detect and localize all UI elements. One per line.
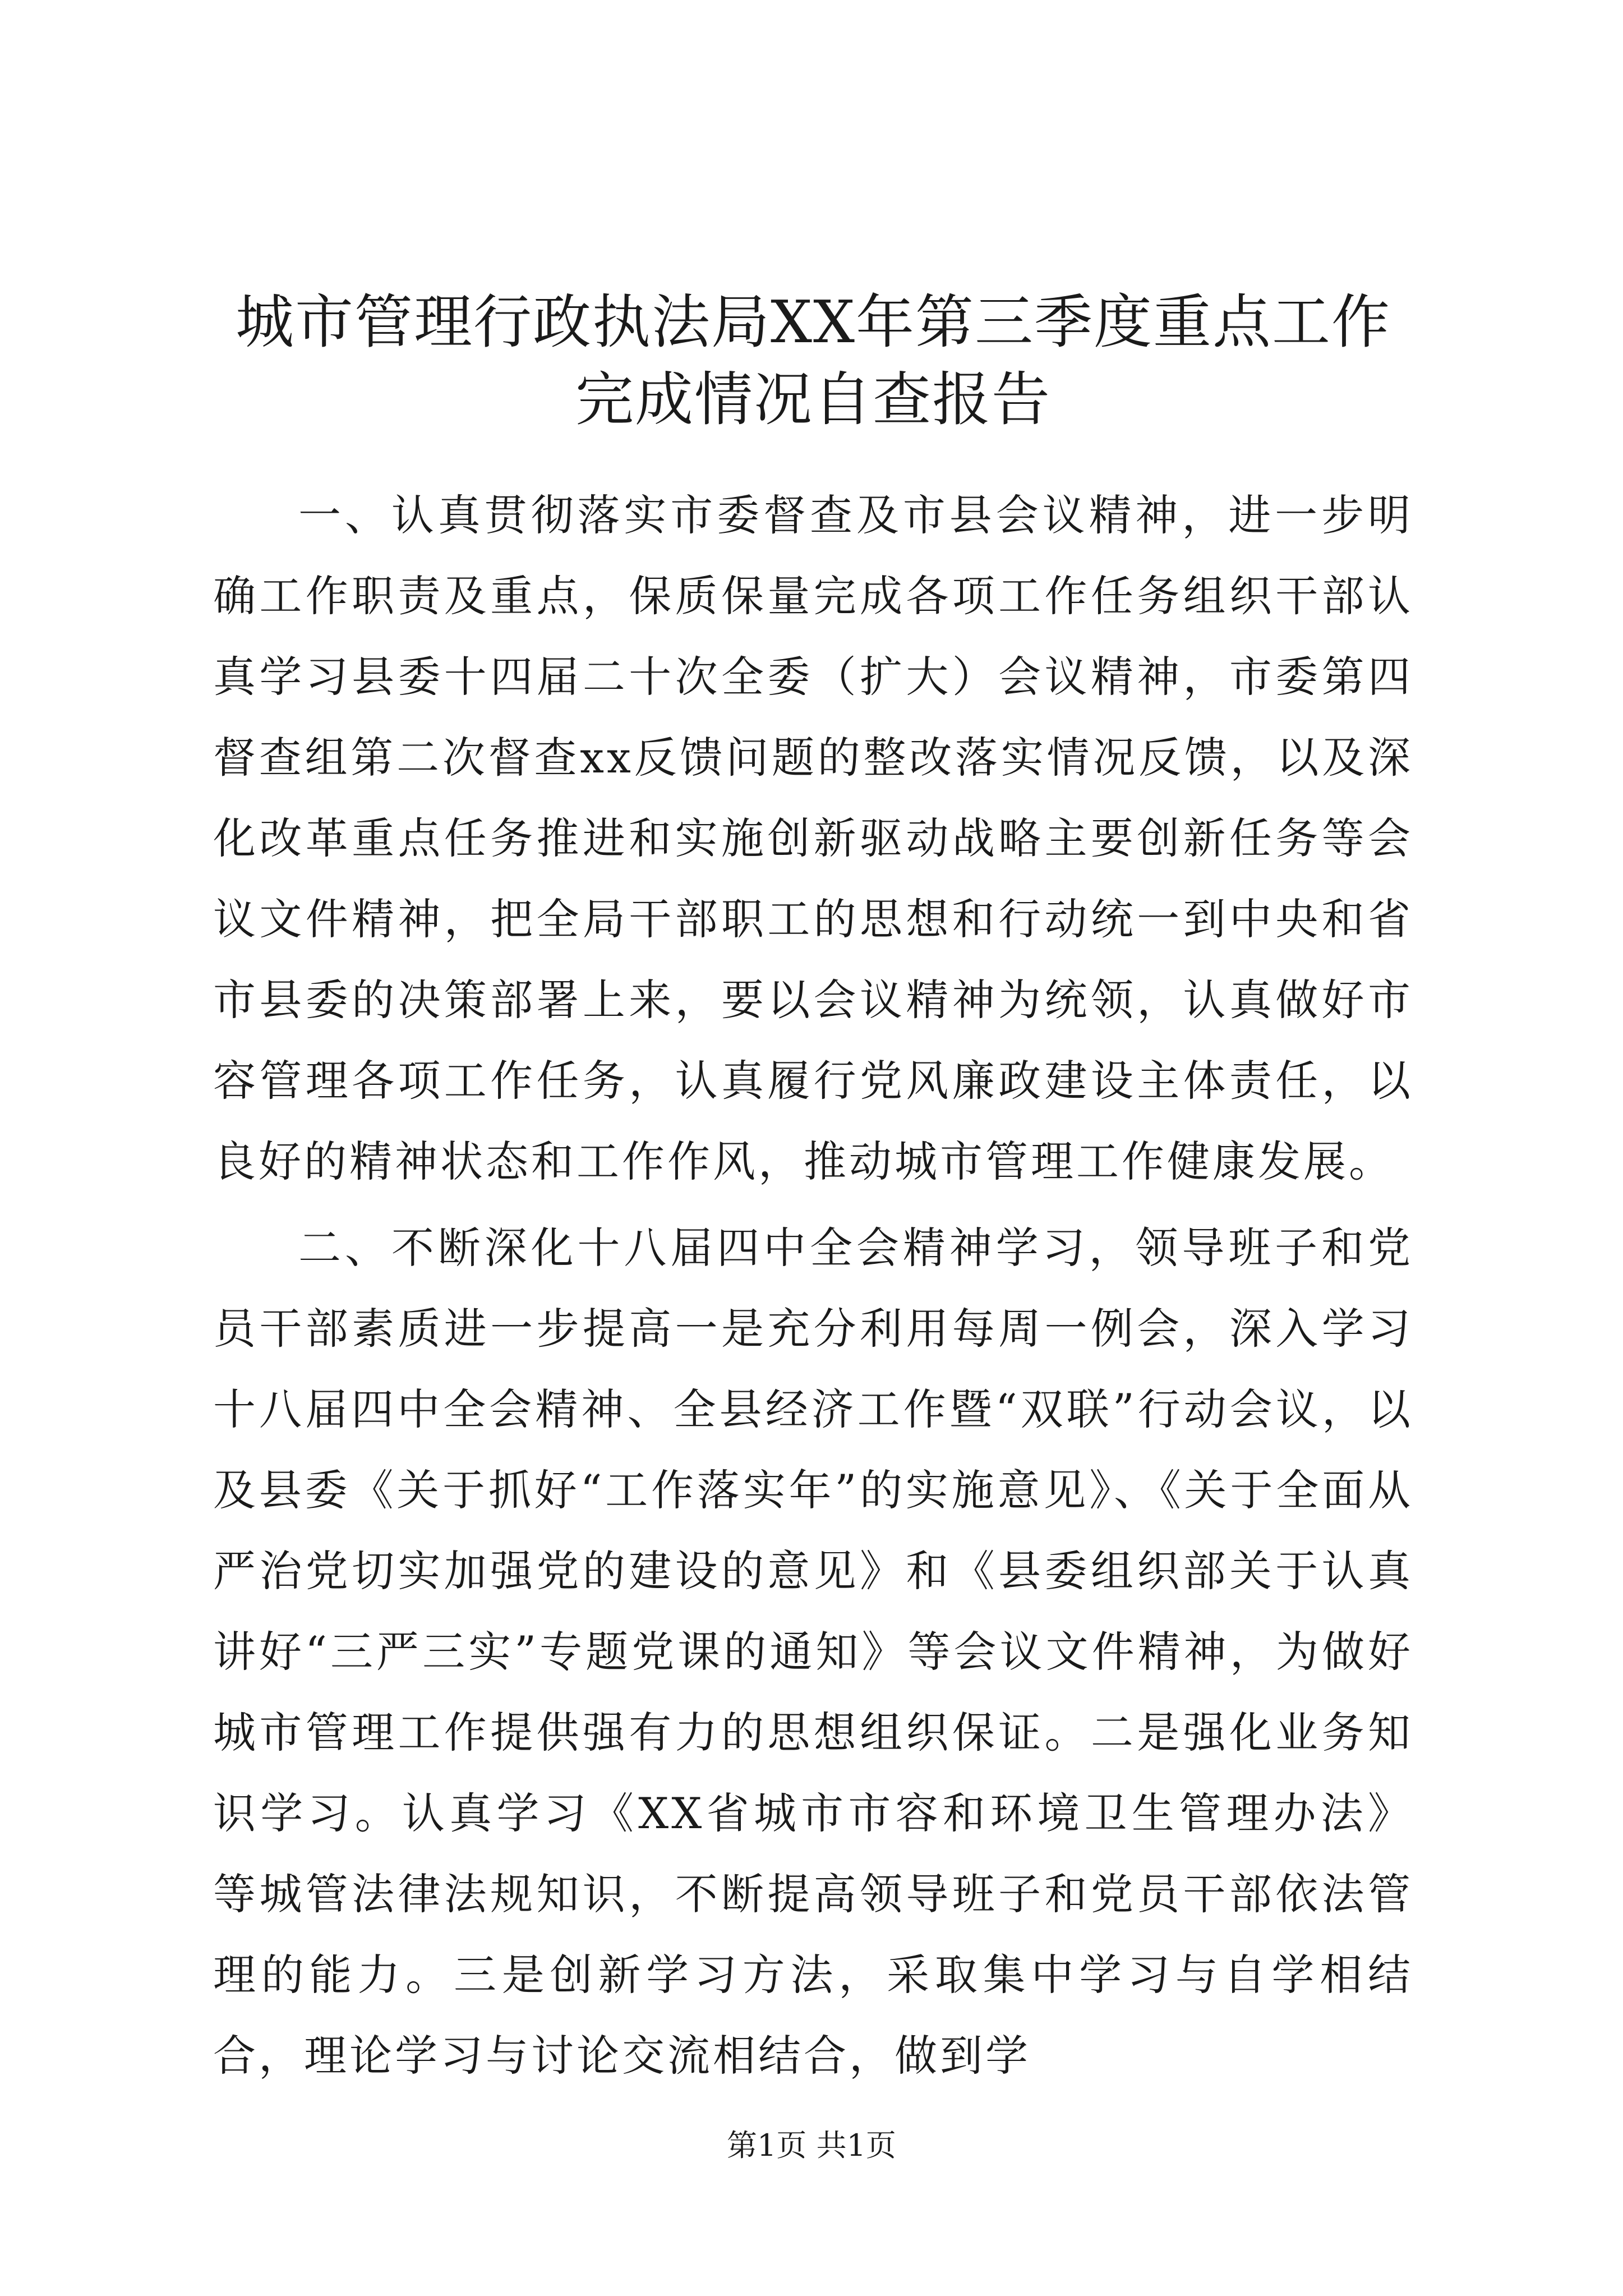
title-line-1: 城市管理行政执法局XX年第三季度重点工作 — [235, 288, 1391, 356]
document-title — [213, 283, 1413, 438]
title-line-2: 完成情况自查报告 — [575, 365, 1051, 434]
paragraph-2: 二、不断深化十八届四中全会精神学习，领导班子和党员干部素质进一步提高一是充分利用每周一例会，深入学习十八届四中全会精神、全县经济工作暨“双联”行动会议，以及县委《关于抓好“工作落实年”的实施意见》、《关于全面从严治党切实加强党的建设的意见》和《县委组织部关于认真讲好“三严三实”专题党课的通知》等会议文件精神，为做好城市管理工作提供强有力的思想组织保证。二是强化业务知识学习。认真学习《XX省城市市容和环境卫生管理办法》等城管法律法规知识，不断提高领导班子和党员干部依法管理的能力。三是创新学习方法，采取集中学习与自学相结合，理论学习与讨论交流相结合，做到学 — [213, 1223, 1413, 2081]
document-body — [213, 475, 1413, 2102]
page-number-footer: 第1页 共1页 — [727, 2128, 896, 2163]
paragraph-1: 一、认真贯彻落实市委督查及市县会议精神，进一步明确工作职责及重点，保质保量完成各项工作任务组织干部认真学习县委十四届二十次全委（扩大）会议精神，市委第四督查组第二次督查xx反馈问题的整改落实情况反馈，以及深化改革重点任务推进和实施创新驱动战略主要创新任务等会议文件精神，把全局干部职工的思想和行动统一到中央和省市县委的决策部署上来，要以会议精神为统领，认真做好市容管理各项工作任务，认真履行党风廉政建设主体责任，以良好的精神状态和工作作风，推动城市管理工作健康发展。 — [213, 490, 1413, 1186]
